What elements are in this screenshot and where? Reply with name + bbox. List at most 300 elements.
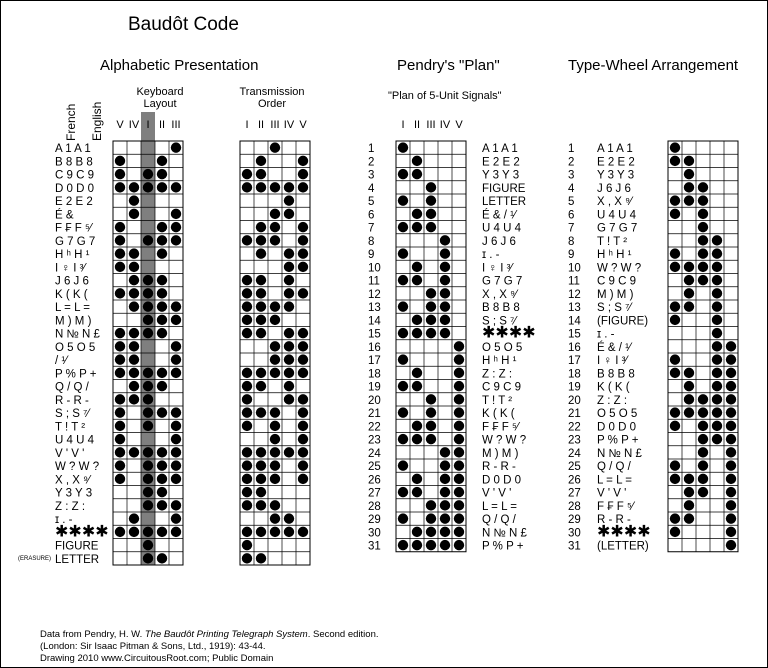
wheel-hole	[684, 262, 694, 272]
keyboard-hole	[115, 182, 125, 192]
plan-row-number: 23	[368, 434, 381, 447]
plan-hole	[426, 315, 436, 325]
wheel-hole	[670, 368, 680, 378]
wheel-hole	[726, 460, 736, 470]
wheel-hole	[726, 487, 736, 497]
alpha-row-label: ✱✱✱✱	[55, 523, 109, 541]
wheel-hole	[712, 235, 722, 245]
transmission-hole	[242, 315, 252, 325]
keyboard-hole	[157, 169, 167, 179]
wheel-row-number: 30	[568, 527, 581, 540]
plan-row-label: ɪ . -	[482, 249, 500, 261]
transmission-hole	[270, 460, 280, 470]
wheel-hole	[670, 474, 680, 484]
keyboard-hole	[171, 434, 181, 444]
transmission-hole	[242, 288, 252, 298]
keyboard-hole	[129, 354, 139, 364]
transmission-hole	[298, 354, 308, 364]
wheel-hole	[726, 368, 736, 378]
keyboard-hole	[115, 248, 125, 258]
keyboard-hole	[171, 341, 181, 351]
keyboard-hole	[157, 553, 167, 563]
keyboard-hole	[143, 394, 153, 404]
wheel-hole	[670, 527, 680, 537]
transmission-hole	[242, 487, 252, 497]
keyboard-hole	[157, 275, 167, 285]
plan-hole	[454, 540, 464, 550]
alpha-row-label: H ʰ H ¹	[55, 249, 90, 261]
wheel-row-label: F ₣ F ⁵⁄	[597, 500, 634, 513]
wheel-hole	[698, 222, 708, 232]
transmission-hole	[242, 182, 252, 192]
keyboard-hole	[171, 500, 181, 510]
keyboard-hole	[143, 368, 153, 378]
keyboard-hole	[143, 527, 153, 537]
english-label: English	[90, 101, 104, 141]
plan-row-number: 9	[368, 249, 375, 261]
transmission-hole	[284, 394, 294, 404]
plan-hole	[412, 275, 422, 285]
plan-row-label: Q / Q /	[482, 514, 516, 526]
alpha-row-label: B 8 B 8	[55, 156, 93, 169]
transmission-hole	[256, 381, 266, 391]
plan-hole	[440, 527, 450, 537]
transmission-hole	[284, 182, 294, 192]
wheel-hole	[684, 182, 694, 192]
keyboard-hole	[129, 381, 139, 391]
wheel-row-number: 20	[568, 394, 581, 407]
plan-hole	[440, 540, 450, 550]
wheel-hole	[670, 262, 680, 272]
plan-hole	[426, 434, 436, 444]
plan-hole	[454, 368, 464, 378]
keyboard-hole	[143, 275, 153, 285]
keyboard-hole	[157, 368, 167, 378]
plan-hole	[412, 368, 422, 378]
transmission-hole	[284, 341, 294, 351]
plan-hole	[398, 328, 408, 338]
plan-hole	[440, 487, 450, 497]
plan-hole	[440, 500, 450, 510]
plan-row-number: 29	[368, 514, 381, 526]
transmission-hole	[242, 540, 252, 550]
plan-hole	[398, 434, 408, 444]
wheel-hole	[698, 248, 708, 258]
transmission-hole	[270, 500, 280, 510]
transmission-hole	[242, 500, 252, 510]
keyboard-hole	[143, 381, 153, 391]
keyboard-hole	[143, 421, 153, 431]
keyboard-hole	[157, 156, 167, 166]
plan-hole	[426, 222, 436, 232]
keyboard-hole	[143, 169, 153, 179]
keyboard-hole	[157, 500, 167, 510]
plan-hole	[412, 169, 422, 179]
transmission-hole	[256, 222, 266, 232]
wheel-hole	[684, 394, 694, 404]
plan-row-label: R - R -	[482, 461, 516, 473]
keyboard-hole	[171, 368, 181, 378]
wheel-hole	[712, 368, 722, 378]
keyboard-hole	[115, 222, 125, 232]
plan-hole	[454, 474, 464, 484]
plan-hole	[426, 421, 436, 431]
wheel-row-number: 31	[568, 540, 581, 553]
keyboard-hole	[129, 301, 139, 311]
wheel-hole	[670, 315, 680, 325]
wheel-hole	[684, 195, 694, 205]
wheel-hole	[712, 328, 722, 338]
plan-row-label: A 1 A 1	[482, 143, 518, 155]
plan-hole	[426, 500, 436, 510]
keyboard-hole	[157, 315, 167, 325]
keyboard-hole	[143, 553, 153, 563]
wheel-hole	[712, 394, 722, 404]
keyboard-hole	[143, 315, 153, 325]
plan-row-number: 20	[368, 394, 381, 407]
plan-hole	[454, 527, 464, 537]
wheel-hole	[670, 354, 680, 364]
plan-row-number: 19	[368, 381, 381, 394]
plan-hole	[426, 288, 436, 298]
plan-hole	[412, 487, 422, 497]
plan-hole	[398, 301, 408, 311]
plan-row-number: 16	[368, 341, 381, 354]
keyboard-hole	[129, 195, 139, 205]
alpha-row-label: U 4 U 4	[55, 434, 94, 447]
keyboard-hole	[171, 182, 181, 192]
wheel-hole	[698, 209, 708, 219]
keyboard-hole	[157, 381, 167, 391]
keyboard-hole	[129, 527, 139, 537]
wheel-hole	[712, 275, 722, 285]
plan-row-label: D 0 D 0	[482, 474, 521, 487]
alpha-row-label: S ; S ⁷⁄	[55, 408, 90, 420]
keyboard-hole	[143, 182, 153, 192]
wheel-row-label: ✱✱✱✱	[597, 523, 651, 541]
wheel-row-number: 9	[568, 249, 575, 261]
plan-row-number: 11	[368, 275, 380, 288]
wheel-row-label: V ' V '	[597, 487, 627, 500]
plan-hole	[440, 301, 450, 311]
alpha-row-label: I ♀ I ³⁄	[55, 262, 86, 275]
wheel-row-number: 28	[568, 500, 581, 513]
transmission-hole	[298, 222, 308, 232]
plan-row-number: 3	[368, 169, 375, 182]
keyboard-hole	[129, 447, 139, 457]
plan-hole	[398, 407, 408, 417]
transmission-col-header: II	[257, 119, 265, 131]
plan-col-header: V	[455, 119, 463, 131]
plan-row-label: G 7 G 7	[482, 275, 523, 288]
plan-row-number: 26	[368, 474, 381, 487]
footer-line-3: Drawing 2010 www.CircuitousRoot.com; Public Domain	[40, 653, 274, 664]
transmission-hole	[256, 275, 266, 285]
wheel-hole	[726, 421, 736, 431]
plan-row-label: B 8 B 8	[482, 302, 520, 314]
transmission-hole	[284, 262, 294, 272]
wheel-hole	[712, 288, 722, 298]
alpha-row-label: FIGURE	[55, 540, 99, 553]
keyboard-hole	[157, 407, 167, 417]
page-title: Baudôt Code	[128, 14, 239, 35]
transmission-hole	[256, 487, 266, 497]
wheel-row-number: 15	[568, 328, 581, 341]
plan-row-label: X , X ⁹⁄	[482, 288, 517, 301]
transmission-hole	[284, 381, 294, 391]
wheel-hole	[726, 500, 736, 510]
wheel-row-number: 17	[568, 355, 581, 367]
wheel-row-label: C 9 C 9	[597, 275, 636, 288]
transmission-hole	[256, 447, 266, 457]
wheel-hole	[712, 434, 722, 444]
plan-row-label: U 4 U 4	[482, 222, 521, 235]
plan-hole	[454, 500, 464, 510]
wheel-row-label: U 4 U 4	[597, 209, 636, 222]
transmission-hole	[270, 434, 280, 444]
plan-hole	[398, 354, 408, 364]
wheel-hole	[698, 407, 708, 417]
wheel-hole	[670, 156, 680, 166]
transmission-hole	[242, 421, 252, 431]
plan-row-label: J 6 J 6	[482, 235, 516, 248]
transmission-hole	[256, 328, 266, 338]
wheel-row-number: 12	[568, 288, 581, 301]
keyboard-hole	[143, 235, 153, 245]
keyboard-hole	[157, 328, 167, 338]
wheel-hole	[726, 394, 736, 404]
transmission-hole	[284, 328, 294, 338]
plan-row-number: 7	[368, 222, 375, 235]
keyboard-hole	[171, 315, 181, 325]
wheel-hole	[684, 487, 694, 497]
plan-row-number: 8	[368, 235, 375, 248]
transmission-hole	[298, 421, 308, 431]
alpha-row-label: G 7 G 7	[55, 235, 96, 248]
transmission-hole	[284, 288, 294, 298]
plan-hole	[398, 169, 408, 179]
keyboard-hole	[115, 156, 125, 166]
wheel-hole	[684, 500, 694, 510]
plan-hole	[412, 315, 422, 325]
wheel-hole	[698, 487, 708, 497]
plan-hole	[398, 248, 408, 258]
keyboard-hole	[143, 474, 153, 484]
alpha-row-label: V ' V '	[55, 447, 85, 460]
alpha-row-label: Y 3 Y 3	[55, 487, 93, 500]
wheel-row-number: 2	[568, 156, 575, 169]
keyboard-hole	[157, 248, 167, 258]
transmission-hole	[256, 156, 266, 166]
wheel-row-label: T ! T ²	[597, 235, 628, 248]
transmission-hole	[256, 248, 266, 258]
footer-book-title: The Baudôt Printing Telegraph System	[144, 629, 308, 640]
transmission-hole	[298, 368, 308, 378]
plan-row-number: 1	[368, 143, 375, 155]
plan-row-number: 30	[368, 527, 381, 540]
plan-hole	[412, 209, 422, 219]
alpha-row-label: L = L =	[55, 302, 90, 314]
footer-source: Data from Pendry, H. W.	[40, 629, 145, 640]
plan-hole	[440, 513, 450, 523]
pendry-heading: Pendry's "Plan"	[397, 57, 500, 74]
keyboard-hole	[129, 368, 139, 378]
wheel-hole	[726, 447, 736, 457]
transmission-hole	[270, 368, 280, 378]
wheel-row-number: 18	[568, 368, 581, 381]
plan-row-label: M ) M )	[482, 447, 519, 460]
plan-row-number: 10	[368, 262, 381, 275]
wheel-hole	[712, 262, 722, 272]
keyboard-col-header: II	[158, 119, 166, 131]
transmission-hole	[298, 474, 308, 484]
keyboard-col-header: IV	[128, 119, 140, 131]
wheel-hole	[670, 142, 680, 152]
wheel-row-label: G 7 G 7	[597, 222, 638, 235]
transmission-hole	[270, 341, 280, 351]
wheel-row-label: E 2 E 2	[597, 156, 635, 169]
transmission-order-heading: Transmission Order	[239, 86, 305, 110]
alpha-row-label: M ) M )	[55, 315, 92, 328]
plan-hole	[440, 447, 450, 457]
keyboard-hole	[129, 394, 139, 404]
keyboard-hole	[129, 328, 139, 338]
plan-row-number: 22	[368, 421, 381, 434]
transmission-hole	[270, 421, 280, 431]
plan-row-label: C 9 C 9	[482, 381, 521, 394]
wheel-hole	[726, 354, 736, 364]
wheel-hole	[698, 182, 708, 192]
alpha-row-label: D 0 D 0	[55, 182, 94, 195]
keyboard-hole	[143, 301, 153, 311]
keyboard-hole	[157, 222, 167, 232]
transmission-hole	[270, 447, 280, 457]
alpha-row-label: LETTER	[55, 553, 100, 566]
alphabetic-heading: Alphabetic Presentation	[100, 57, 259, 74]
wheel-hole	[726, 527, 736, 537]
plan-hole	[426, 527, 436, 537]
keyboard-hole	[115, 474, 125, 484]
alpha-row-label: X , X ⁹⁄	[55, 474, 90, 487]
wheel-row-label: O 5 O 5	[597, 408, 638, 420]
keyboard-hole	[115, 341, 125, 351]
plan-row-number: 18	[368, 368, 381, 381]
keyboard-hole	[143, 447, 153, 457]
transmission-hole	[270, 222, 280, 232]
wheel-hole	[712, 421, 722, 431]
keyboard-hole	[171, 209, 181, 219]
wheel-row-label: N № N £	[597, 447, 642, 460]
wheel-row-label: I ♀ I ³⁄	[597, 355, 628, 367]
transmission-hole	[256, 301, 266, 311]
wheel-row-number: 11	[568, 275, 580, 288]
keyboard-hole	[171, 474, 181, 484]
keyboard-hole	[115, 169, 125, 179]
transmission-hole	[242, 447, 252, 457]
keyboard-hole	[157, 235, 167, 245]
wheel-row-number: 22	[568, 421, 581, 434]
plan-hole	[454, 460, 464, 470]
keyboard-hole	[171, 142, 181, 152]
plan-hole	[440, 315, 450, 325]
keyboard-hole	[143, 540, 153, 550]
keyboard-hole	[115, 407, 125, 417]
keyboard-hole	[129, 209, 139, 219]
wheel-hole	[670, 460, 680, 470]
wheel-row-number: 27	[568, 487, 581, 500]
plan-hole	[412, 527, 422, 537]
plan-row-number: 21	[368, 408, 381, 420]
wheel-row-label: K ( K (	[597, 381, 630, 394]
plan-row-number: 15	[368, 328, 381, 341]
wheel-hole	[684, 275, 694, 285]
plan-hole	[454, 381, 464, 391]
alpha-row-label: P % P +	[55, 368, 97, 381]
erasure-label: (ERASURE)	[18, 556, 52, 562]
plan-row-number: 5	[368, 196, 375, 208]
plan-row-label: S ; S ⁷⁄	[482, 315, 517, 328]
transmission-hole	[242, 394, 252, 404]
plan-hole	[426, 209, 436, 219]
plan-heading: "Plan of 5-Unit Signals"	[388, 90, 502, 102]
keyboard-hole	[129, 248, 139, 258]
keyboard-hole	[171, 513, 181, 523]
wheel-hole	[698, 447, 708, 457]
transmission-hole	[284, 368, 294, 378]
transmission-hole	[242, 527, 252, 537]
wheel-row-number: 6	[568, 209, 575, 222]
transmission-hole	[270, 407, 280, 417]
wheel-hole	[712, 341, 722, 351]
keyboard-hole	[171, 527, 181, 537]
transmission-hole	[270, 142, 280, 152]
transmission-hole	[242, 368, 252, 378]
plan-hole	[412, 328, 422, 338]
alpha-row-label: O 5 O 5	[55, 341, 96, 354]
wheel-hole	[698, 421, 708, 431]
transmission-hole	[284, 209, 294, 219]
transmission-hole	[256, 460, 266, 470]
keyboard-hole	[171, 421, 181, 431]
transmission-hole	[256, 182, 266, 192]
keyboard-hole	[157, 288, 167, 298]
plan-hole	[412, 474, 422, 484]
wheel-row-number: 13	[568, 302, 581, 314]
keyboard-hole	[129, 513, 139, 523]
plan-col-header: III	[426, 119, 436, 131]
alpha-row-label: R - R -	[55, 394, 89, 407]
wheel-hole	[684, 169, 694, 179]
transmission-col-header: III	[270, 119, 280, 131]
wheel-hole	[684, 288, 694, 298]
plan-row-label: ✱✱✱✱	[482, 324, 536, 342]
plan-hole	[426, 301, 436, 311]
wheel-row-number: 4	[568, 182, 575, 195]
transmission-hole	[298, 460, 308, 470]
wheel-row-number: 24	[568, 447, 581, 460]
wheel-row-label: (LETTER)	[597, 540, 649, 553]
wheel-hole	[726, 434, 736, 444]
alpha-row-label: T ! T ²	[55, 421, 86, 434]
wheel-hole	[698, 235, 708, 245]
keyboard-hole	[171, 235, 181, 245]
transmission-hole	[284, 195, 294, 205]
alpha-row-label: ɪ . -	[55, 514, 73, 526]
transmission-hole	[284, 513, 294, 523]
wheel-row-number: 8	[568, 235, 575, 248]
keyboard-hole	[157, 487, 167, 497]
footer-line-2: (London: Sir Isaac Pitman & Sons, Ltd., 1919): 43-44.	[40, 641, 266, 652]
